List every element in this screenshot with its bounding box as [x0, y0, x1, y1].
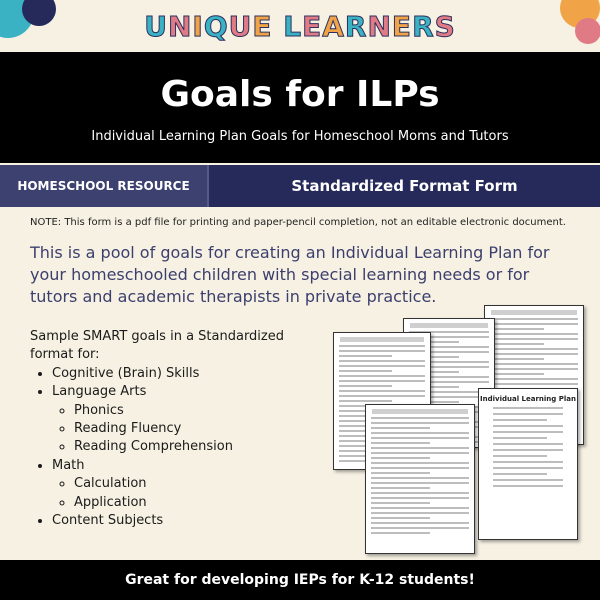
logo-letter: L: [283, 10, 303, 43]
list-item: ◦ Phonics: [74, 402, 310, 420]
doc-text-line: [339, 400, 392, 402]
doc-text-line: [490, 318, 578, 320]
list-item: ◦ Application: [74, 494, 310, 512]
logo-letter: R: [344, 10, 368, 43]
doc-text-line: [371, 437, 469, 439]
goals-list: [30, 328, 310, 530]
doc-text-line: [371, 487, 430, 489]
logo-letter: [273, 10, 284, 43]
doc-text-line: [490, 353, 578, 355]
doc-text-line: [339, 390, 425, 392]
doc-text-line: [371, 422, 469, 424]
logo-letter: E: [302, 10, 323, 43]
logo-letter: A: [322, 10, 345, 43]
doc-text-line: [371, 472, 430, 474]
doc-text-line: [371, 517, 430, 519]
logo-letter: U: [228, 10, 253, 43]
list-item: • Language Arts ◦ Phonics ◦ Reading Fluency ◦ Reading Comprehension: [52, 383, 310, 457]
list-item: ◦ Reading Fluency: [74, 420, 310, 438]
doc-text-line: [490, 383, 578, 385]
doc-text-line: [371, 492, 469, 494]
doc-text-line: [493, 413, 563, 415]
brand-logo: [0, 10, 600, 43]
page-title: Goals for ILPs: [160, 74, 440, 115]
doc-text-line: [490, 373, 544, 375]
doc-text-line: [371, 532, 430, 534]
pdf-note: NOTE: This form is a pdf file for printing and paper-pencil completion, not an editable electronic document.: [30, 217, 566, 228]
doc-text-line: [371, 512, 469, 514]
doc-text-line: [339, 350, 425, 352]
doc-text-line: [339, 380, 425, 382]
list-item: • Content Subjects: [52, 512, 310, 530]
doc-text-line: [490, 333, 578, 335]
doc-text-line: [490, 378, 578, 380]
doc-text-line: [371, 427, 430, 429]
doc-text-line: [339, 385, 392, 387]
doc-header-bar: [491, 310, 577, 315]
logo-letter: N: [167, 10, 193, 43]
logo-letter: U: [144, 10, 168, 43]
tab-standardized-format-form: Standardized Format Form: [207, 165, 600, 207]
doc-text-line: [339, 360, 425, 362]
doc-text-line: [493, 467, 563, 469]
doc-text-line: [371, 432, 469, 434]
tab-homeschool-resource: HOMESCHOOL RESOURCE: [0, 165, 207, 207]
brand-header: [0, 0, 600, 52]
doc-text-line: [339, 395, 425, 397]
doc-text-line: [490, 368, 578, 370]
doc-text-line: [490, 348, 578, 350]
doc-text-line: [493, 407, 563, 409]
doc-text-line: [371, 477, 469, 479]
logo-letter: S: [434, 10, 456, 43]
doc-text-line: [493, 437, 547, 439]
doc-text-line: [339, 370, 392, 372]
logo-letter: I: [192, 10, 204, 43]
footer-banner: Great for developing IEPs for K-12 students!: [0, 560, 600, 600]
doc-text-line: [339, 355, 392, 357]
doc-text-line: [493, 479, 563, 481]
list-item: ◦ Reading Comprehension: [74, 438, 310, 456]
ilp-cover-title: Individual Learning Plan: [480, 395, 576, 403]
logo-letter: N: [367, 10, 392, 43]
doc-text-line: [490, 323, 578, 325]
doc-text-line: [339, 345, 425, 347]
doc-header-bar: [372, 409, 468, 414]
doc-text-line: [490, 343, 544, 345]
logo-letter: E: [252, 10, 273, 43]
doc-text-line: [493, 425, 563, 427]
doc-text-line: [371, 457, 430, 459]
doc-text-line: [493, 443, 563, 445]
doc-text-line: [493, 431, 563, 433]
list-item: • Cognitive (Brain) Skills: [52, 365, 310, 383]
logo-letter: E: [391, 10, 413, 43]
doc-thumbnail-front-mid: [365, 404, 475, 554]
intro-paragraph: This is a pool of goals for creating an Individual Learning Plan for your homeschooled children with special learning needs or for tutors and academic therapists in private practice.: [30, 243, 550, 306]
doc-text-line: [371, 467, 469, 469]
doc-text-line: [371, 502, 430, 504]
doc-text-line: [371, 417, 469, 419]
doc-header-bar: [340, 337, 424, 342]
doc-text-line: [493, 419, 547, 421]
doc-text-line: [371, 507, 469, 509]
doc-text-line: [490, 338, 578, 340]
doc-text-line: [371, 522, 469, 524]
doc-text-line: [371, 452, 469, 454]
doc-text-line: [490, 358, 544, 360]
goals-list-lead: Sample SMART goals in a Standardized format for:: [30, 329, 284, 363]
doc-text-line: [493, 455, 547, 457]
doc-text-line: [339, 375, 425, 377]
logo-letter: R: [412, 10, 435, 43]
doc-text-line: [371, 497, 469, 499]
doc-text-line: [371, 442, 430, 444]
doc-text-line: [493, 485, 563, 487]
doc-text-line: [490, 328, 544, 330]
title-band: [0, 52, 600, 163]
doc-text-line: [339, 365, 425, 367]
doc-text-line: [493, 449, 563, 451]
logo-letter: Q: [203, 10, 229, 43]
page-subtitle: Individual Learning Plan Goals for Homeschool Moms and Tutors: [91, 129, 509, 144]
list-item: ◦ Calculation: [74, 475, 310, 493]
doc-thumbnail-ilp-cover: [478, 388, 578, 540]
doc-header-bar: [410, 323, 488, 328]
doc-text-line: [371, 447, 469, 449]
list-item: • Math ◦ Calculation ◦ Application: [52, 457, 310, 512]
doc-text-line: [371, 482, 469, 484]
doc-text-line: [490, 363, 578, 365]
doc-text-line: [371, 462, 469, 464]
doc-text-line: [493, 461, 563, 463]
tab-bar: [0, 165, 600, 207]
doc-text-line: [493, 473, 547, 475]
doc-text-line: [371, 527, 469, 529]
